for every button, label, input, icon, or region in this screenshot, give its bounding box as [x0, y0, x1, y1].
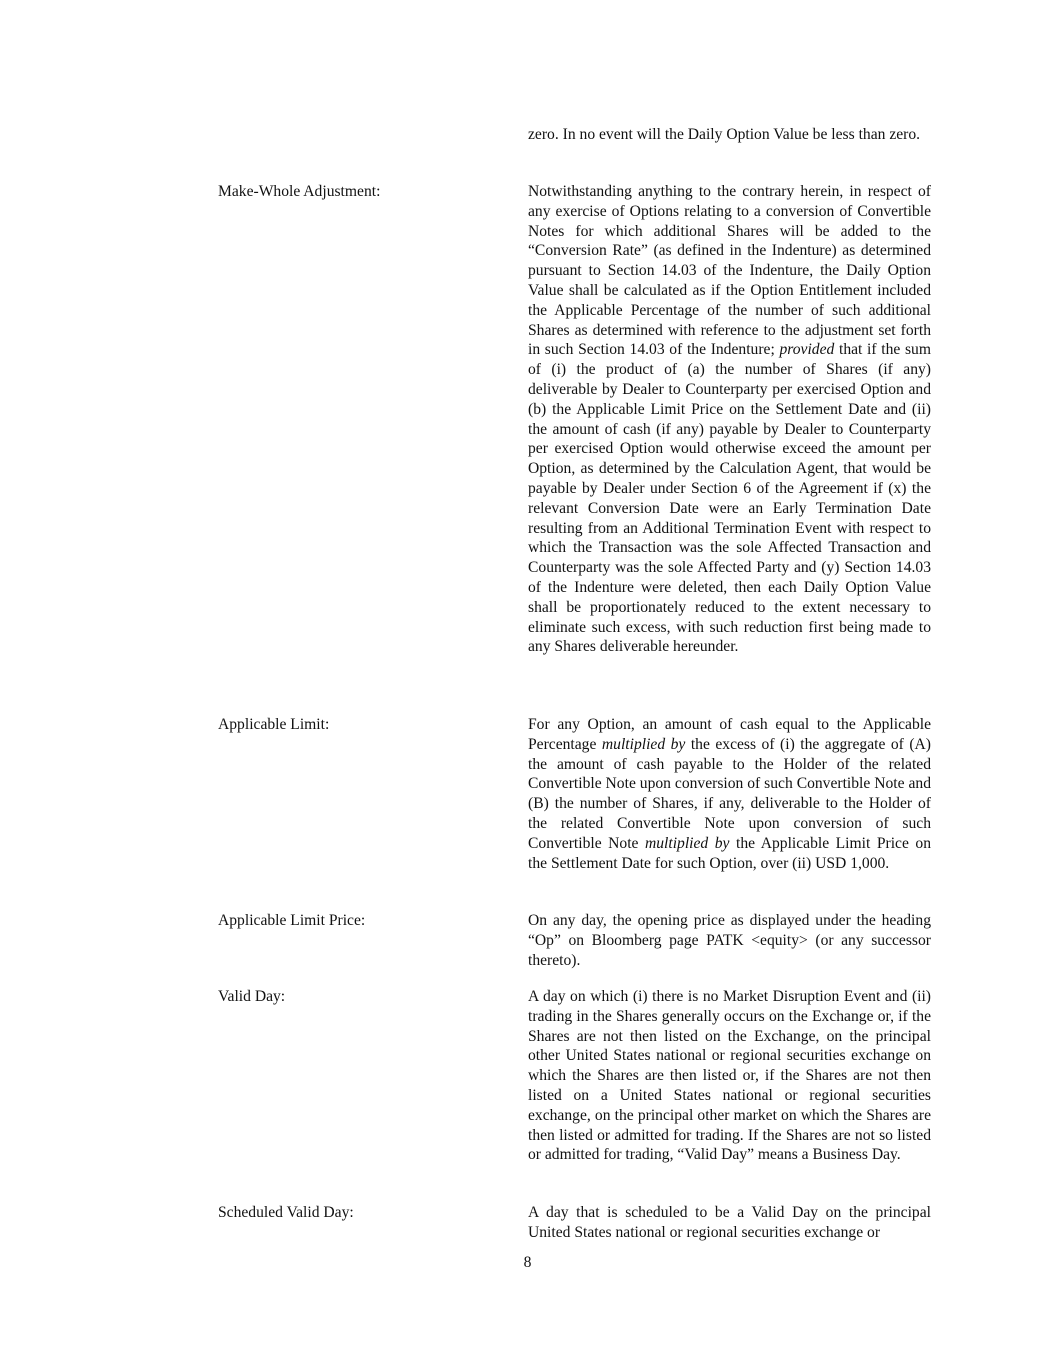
- page-number: 8: [523, 1254, 532, 1271]
- term-definition: [528, 182, 931, 657]
- term-definition: A day on which (i) there is no Market Disruption Event and (ii) trading in the Shares generally occurs on the Exchange or, if the Shares are not then listed on the Exchange, on the principal other United States national or regional securities exchange on which the Shares are then listed or, if the Shares are not then listed on a United States national or regional securities exchange, on the principal other market on which the Shares are then listed or admitted for trading. If the Shares are not so listed or admitted for trading, “Valid Day” means a Business Day.: [528, 988, 931, 1164]
- definition-text: the Applicable Limit Price on the Settlement Date for such Option, over (ii) USD 1,000.: [528, 834, 931, 872]
- definition-text: the excess of (i) the aggregate of (A) the amount of cash payable to the Holder of the related Convertible Note upon conversion of such Convertible Note and (B) the number of Shares, if any, deliverable to the Holder of the related Convertible Note upon conversion of such Convertible Note: [528, 735, 932, 852]
- definition-text: that if the sum of (i) the product of (a) the number of Shares (if any) deliverable by Dealer to Counterparty per exercised Option and (b) the Applicable Limit Price on the Settlement Date and (ii) the amount of cash (if any) payable by Dealer to Counterparty per exercised Option would otherwise exceed the amount per Option, as determined by the Calculation Agent, that would be payable by Dealer under Section 6 of the Agreement if (x) the relevant Conversion Date were an Early Termination Date resulting from an Additional Termination Event with respect to which the Transaction was the sole Affected Transaction and Counterparty was the sole Affected Party and (y) Section 14.03 of the Indenture were deleted, then each Daily Option Value shall be proportionately reduced to the extent necessary to eliminate such excess, with such reduction first being made to any Shares deliverable hereunder.: [528, 341, 931, 656]
- definition-italic-text: multiplied by: [644, 834, 730, 852]
- term-label: Scheduled Valid Day:: [218, 1204, 354, 1221]
- term-label: Applicable Limit Price:: [218, 912, 366, 929]
- definition-text: For any Option, an amount of cash equal to the Applicable Percentage: [528, 716, 931, 753]
- term-label: Applicable Limit:: [218, 716, 330, 733]
- definition-text: Notwithstanding anything to the contrary herein, in respect of any exercise of Options relating to a conversion of Convertible Notes for which additional Shares will be added to the “Conversion Rate” (as defined in the Indenture) as determined pursuant to Section 14.03 of the Indenture, the Daily Option Value shall be calculated as if the Option Entitlement included the Applicable Percentage of the number of such additional Shares as determined with reference to the adjustment set forth in such Section 14.03 of the Indenture;: [528, 183, 931, 359]
- term-definition: On any day, the opening price as displayed under the heading “Op” on Bloomberg page PATK <equity> (or any successor thereto).: [528, 912, 931, 969]
- definition-italic-text: provided: [779, 341, 835, 359]
- continuation-paragraph: zero. In no event will the Daily Option Value be less than zero.: [528, 126, 921, 143]
- term-definition: A day that is scheduled to be a Valid Day on the principal United States national or regional securities exchange or: [528, 1204, 931, 1241]
- term-label: Valid Day:: [218, 988, 286, 1005]
- definition-italic-text: multiplied by: [601, 735, 686, 753]
- term-label: Make-Whole Adjustment:: [218, 183, 381, 200]
- term-definition: [528, 715, 931, 873]
